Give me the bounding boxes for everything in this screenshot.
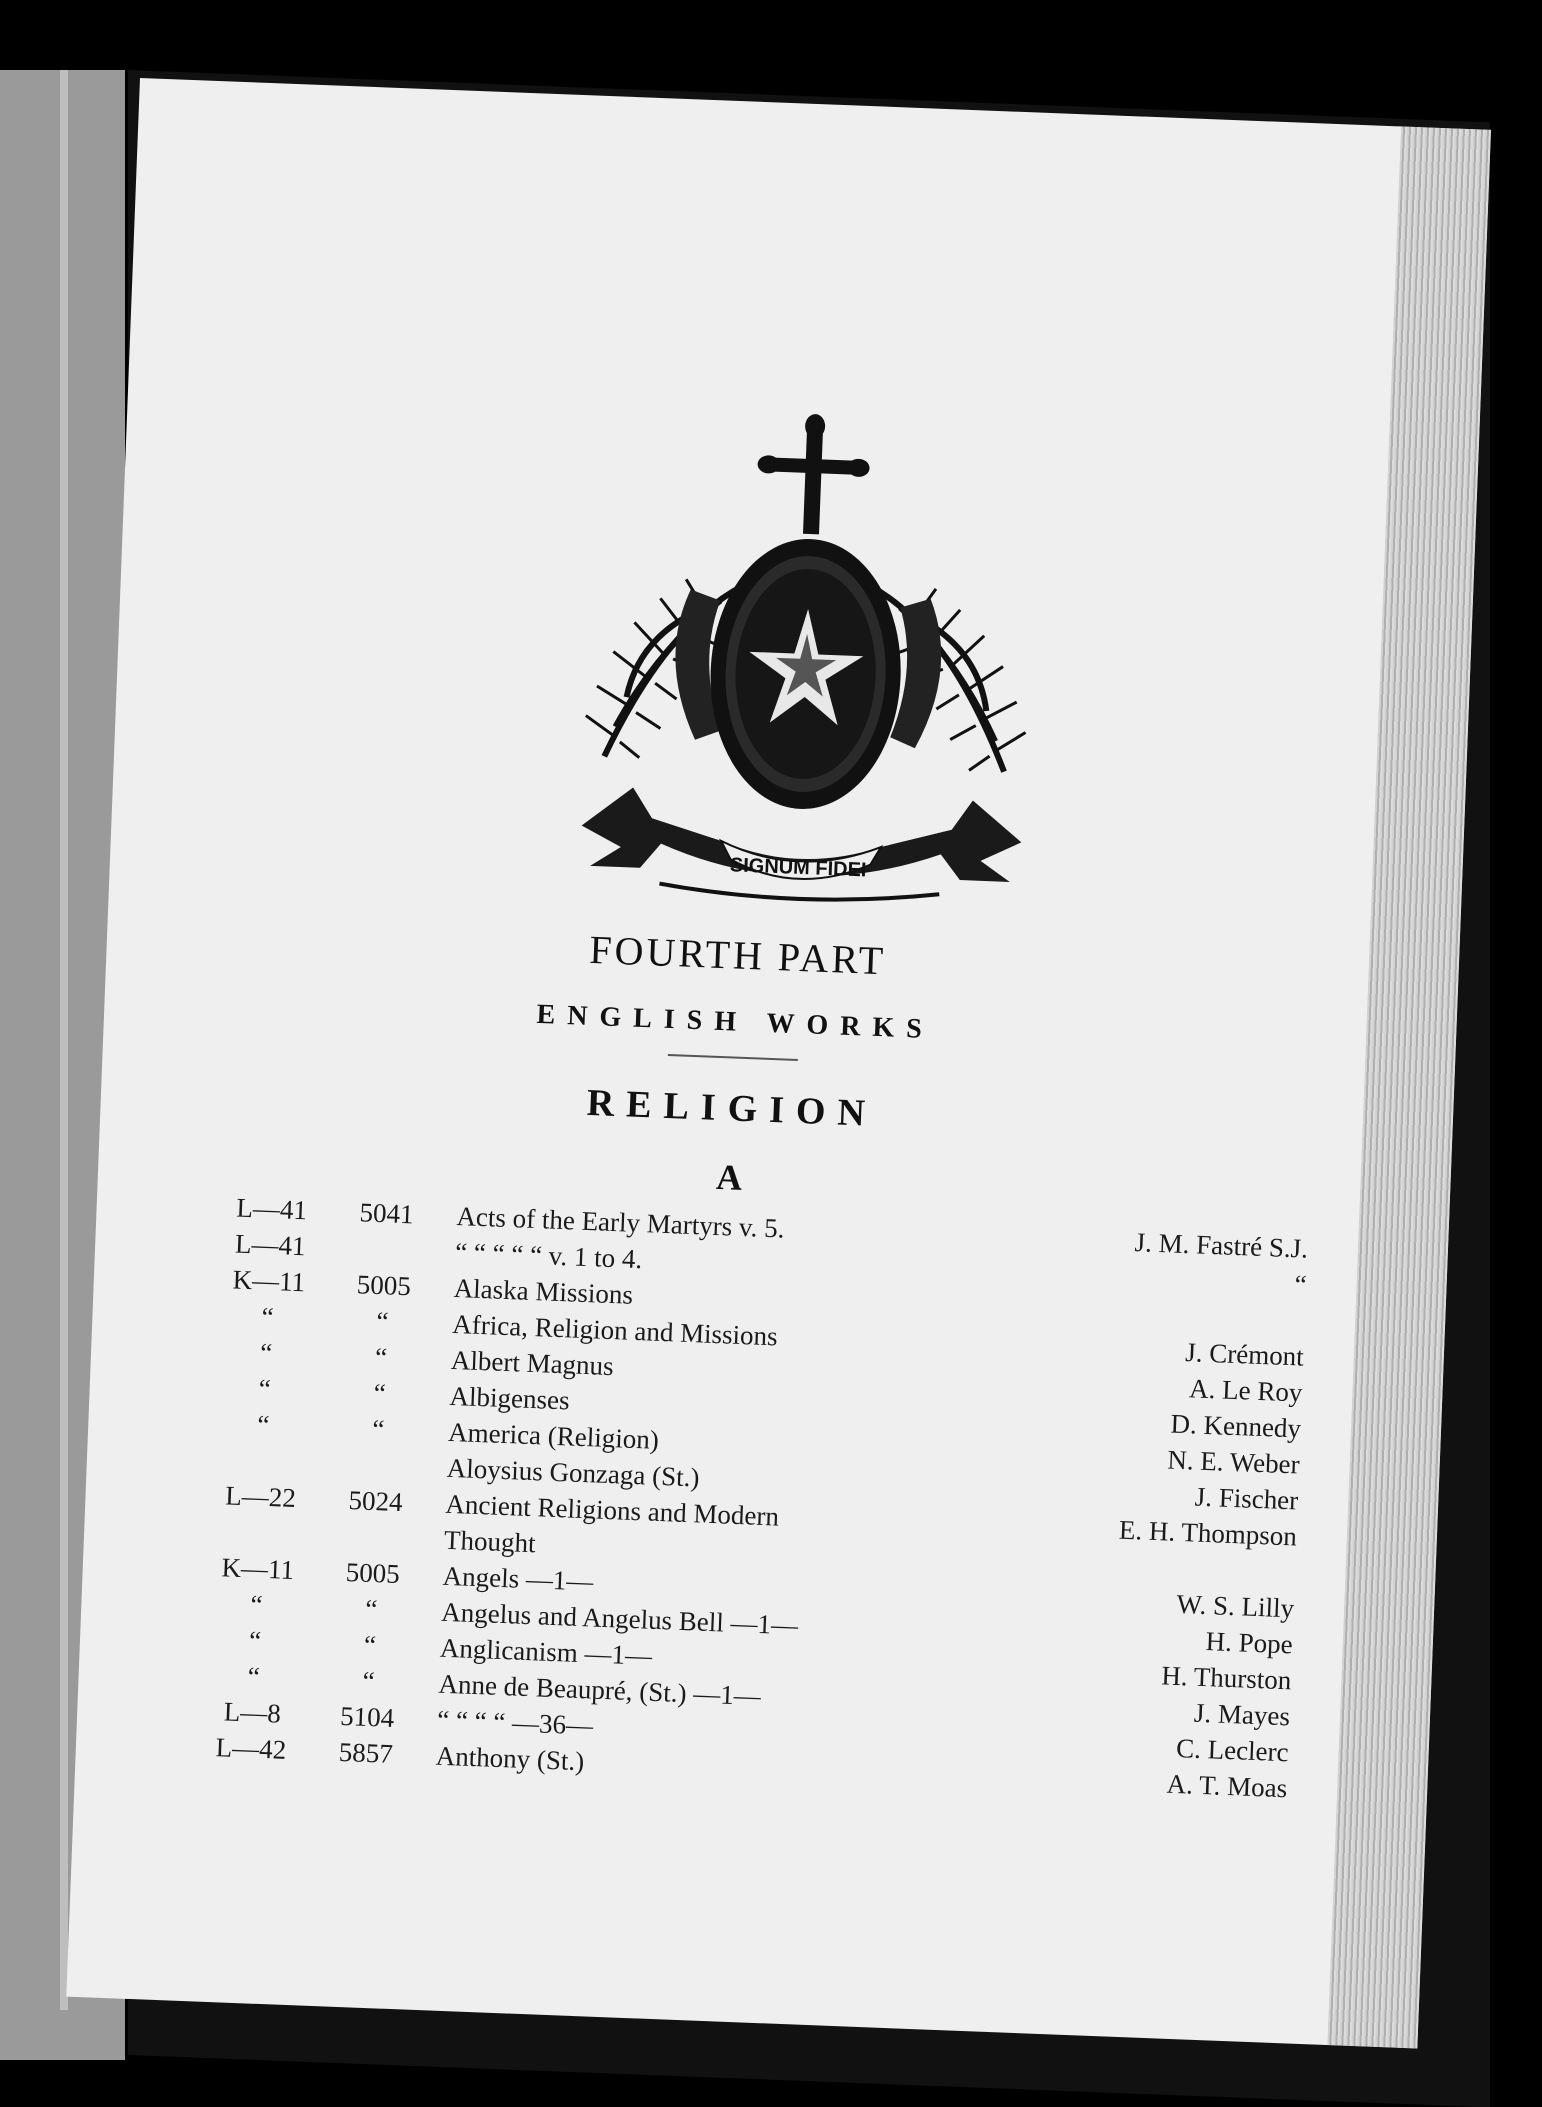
call-number: 5104 [339, 1700, 395, 1733]
shelf-mark: L—22 [224, 1480, 297, 1514]
entry-author: H. Thurston [1160, 1660, 1292, 1696]
entry-author: D. Kennedy [1170, 1408, 1302, 1444]
shelf-mark: “ [260, 1301, 275, 1333]
entry-title: Aloysius Gonzaga (St.) [446, 1452, 700, 1493]
call-number: “ [375, 1306, 390, 1337]
entry-title: Ancient Religions and Modern [444, 1488, 780, 1532]
call-number: “ [371, 1413, 385, 1445]
entry-author: J. M. Fastré S.J. [1134, 1227, 1309, 1264]
entry-author: W. S. Lilly [1176, 1588, 1295, 1624]
entry-author: A. T. Moas [1166, 1768, 1288, 1804]
crest-cross-star-icon [538, 394, 1078, 934]
call-number: “ [362, 1665, 376, 1697]
index-letter: A [715, 1156, 743, 1198]
shelf-mark: “ [258, 1373, 272, 1404]
shelf-mark: “ [249, 1589, 264, 1620]
entry-title: Albigenses [449, 1380, 571, 1416]
emblem-motto: SIGNUM FIDEI [729, 854, 867, 882]
shelf-mark: “ [259, 1337, 273, 1369]
call-number: 5005 [356, 1269, 412, 1302]
entry-author: J. Fischer [1194, 1481, 1299, 1516]
call-number: 5857 [338, 1736, 394, 1769]
shelf-mark: “ [248, 1625, 262, 1656]
entry-title: America (Religion) [447, 1416, 660, 1455]
shelf-mark: L—41 [235, 1192, 308, 1226]
entry-title: Alaska Missions [453, 1272, 634, 1310]
entry-author: J. Crémont [1184, 1337, 1305, 1372]
shelf-mark: K—11 [232, 1264, 306, 1298]
shelf-mark: L—42 [215, 1732, 287, 1765]
entry-author: A. Le Roy [1188, 1373, 1303, 1408]
call-number: “ [373, 1377, 387, 1409]
call-number: “ [374, 1341, 388, 1373]
call-number: “ [363, 1629, 377, 1661]
call-number: 5024 [347, 1485, 404, 1518]
section-heading: RELIGION [586, 1081, 878, 1136]
entry-author: C. Leclerc [1175, 1733, 1290, 1768]
catalogue-entries [75, 1187, 1358, 1811]
entry-title: “ “ “ “ —36— [436, 1704, 594, 1741]
section-subtitle: ENGLISH WORKS [536, 998, 935, 1046]
entry-author: J. Mayes [1193, 1697, 1291, 1732]
call-number: “ [364, 1593, 378, 1625]
entry-author: E. H. Thompson [1118, 1514, 1298, 1552]
entry-author: N. E. Weber [1166, 1444, 1301, 1480]
entry-title: Anglicanism —1— [439, 1632, 653, 1671]
right-page [66, 78, 1491, 2048]
entry-title: Angels —1— [442, 1560, 594, 1597]
entry-title: Albert Magnus [450, 1344, 615, 1382]
entry-title: Anthony (St.) [435, 1740, 585, 1777]
call-number: 5005 [345, 1557, 401, 1590]
entry-title: “ “ “ “ “ v. 1 to 4. [454, 1236, 643, 1275]
entry-title: Acts of the Early Martyrs v. 5. [455, 1201, 786, 1244]
entry-title: Angelus and Angelus Bell —1— [440, 1596, 799, 1641]
divider-rule [668, 1054, 798, 1061]
left-page-highlight [60, 70, 68, 2010]
entry-title: Africa, Religion and Missions [451, 1308, 779, 1352]
call-number: 5041 [359, 1197, 415, 1230]
shelf-mark: K—11 [221, 1552, 295, 1586]
shelf-mark: “ [247, 1661, 261, 1692]
entry-author: “ [1293, 1269, 1308, 1300]
entry-author: H. Pope [1205, 1626, 1294, 1660]
part-title: FOURTH PART [588, 926, 887, 984]
shelf-mark: L—41 [234, 1228, 307, 1262]
entry-title: Anne de Beaupré, (St.) —1— [438, 1668, 762, 1712]
shelf-mark: “ [256, 1409, 270, 1440]
shelf-mark: L—8 [223, 1696, 282, 1729]
entry-title: Thought [443, 1524, 537, 1559]
page-content [66, 78, 1401, 2045]
